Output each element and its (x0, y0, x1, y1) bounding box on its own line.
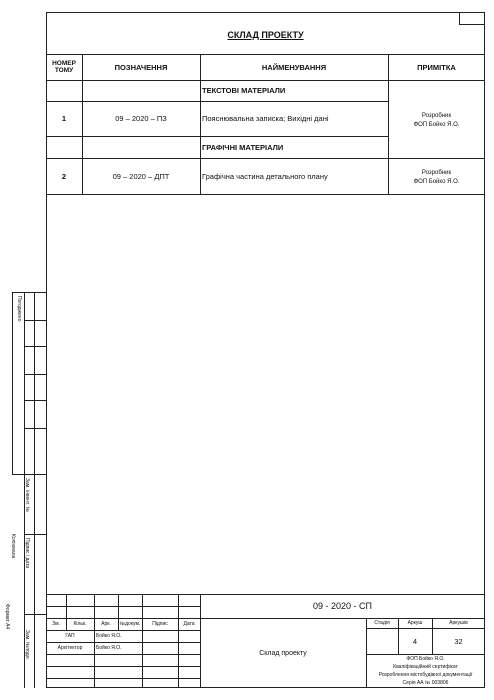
stamp-doc-code: 09 - 2020 - СП (313, 601, 372, 611)
stamp-sheets-label: Аркушів (449, 620, 468, 626)
section-text-materials: ТЕКСТОВІ МАТЕРІАЛИ (202, 86, 286, 95)
stamp-org-scope: Розроблення містобудівної документації (378, 672, 473, 678)
side-label-inv-pidl: Зам. №подл. (24, 630, 30, 660)
stamp-col-ark: Арк. (101, 621, 111, 627)
stamp-role-gap: ГАП (65, 633, 75, 639)
stamp-stage-value (366, 628, 398, 654)
stamp-sheets-value: 32 (454, 636, 463, 646)
side-label-pogodzheno: Погоджено (16, 296, 22, 322)
row2-name: Графічна частина детального плану (202, 171, 328, 181)
section-graphic-materials: ГРАФІЧНІ МАТЕРІАЛИ (202, 142, 284, 152)
row1-note-role: Розробник (421, 113, 452, 119)
row1-code: 09 – 2020 – ПЗ (115, 114, 167, 123)
stamp-col-zm: Зм. (52, 621, 60, 627)
stamp-col-kilk: Кільк. (73, 621, 87, 627)
row1-num: 1 (61, 114, 67, 123)
side-label-zam-inv: Зам. інвент. № (24, 478, 30, 512)
row2-code: 09 – 2020 – ДПТ (112, 171, 170, 181)
stamp-col-ndok: №докум. (119, 621, 141, 627)
side-label-kopiuvala: Копіювала (10, 534, 16, 559)
stamp-org-cert: Кваліфікаційний сертифікат (393, 664, 458, 670)
row2-note-role: Розробник (421, 170, 452, 176)
stamp-col-data: Дата (183, 621, 195, 627)
stamp-col-pidpys: Підпис (152, 621, 168, 627)
side-label-format: Формат А4 (4, 604, 10, 630)
stamp-name-architect: Бойко Я.О. (96, 645, 122, 651)
stamp-sheet-value: 4 (412, 636, 418, 646)
col-header-num: НОМЕР ТОМУ (52, 60, 76, 74)
stamp-role-architect: Архітектор (57, 645, 83, 651)
row2-note-org: ФОП Бойко Я.О. (413, 179, 460, 185)
row2-num: 2 (61, 171, 67, 181)
stamp-stage-label: Стадія (374, 620, 390, 626)
side-label-pidpys-data: Підпис і дата (24, 538, 30, 569)
col-header-note: ПРИМІТКА (417, 62, 456, 72)
stamp-org-series: Серія АА № 003806 (402, 680, 449, 686)
page-title: СКЛАД ПРОЕКТУ (227, 30, 304, 40)
stamp-doc-title: Склад проекту (259, 649, 307, 657)
row1-name: Пояснювальна записка; Вихідні дані (202, 114, 329, 123)
col-header-name: НАЙМЕНУВАННЯ (261, 62, 327, 72)
col-header-code: ПОЗНАЧЕННЯ (114, 62, 168, 72)
corner-stamp-box (459, 12, 485, 25)
stamp-sheet-label: Аркуш (407, 620, 423, 626)
row1-note-org: ФОП Бойко Я.О. (413, 122, 460, 128)
stamp-org-name: ФОП Бойко Я.О. (406, 656, 445, 662)
stamp-name-gap: Бойко Я.О. (96, 633, 122, 639)
